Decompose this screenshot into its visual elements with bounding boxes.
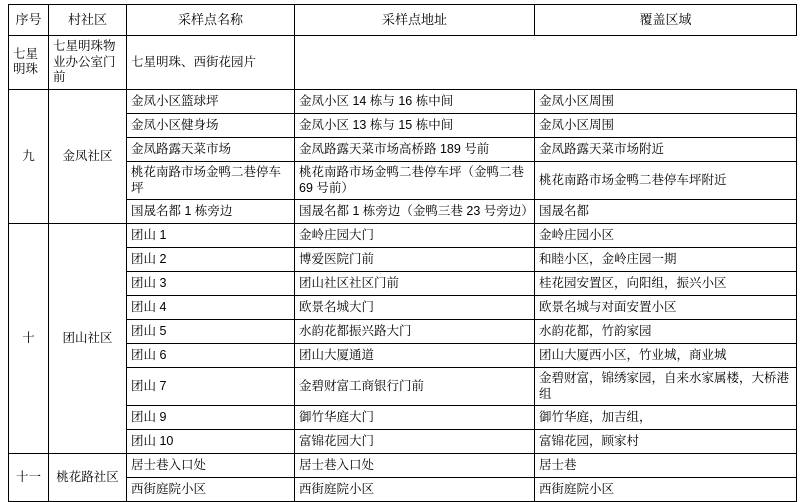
table-row [9, 344, 797, 368]
cell-coverage: 富锦花园，顾家村 [535, 430, 797, 454]
cell-coverage: 团山大厦西小区，竹业城，商业城 [535, 344, 797, 368]
cell-site-address: 国晟名都 1 栋旁边（金鸭三巷 23 号旁边） [295, 200, 535, 224]
table-row [9, 224, 797, 248]
cell-site-name: 团山 9 [127, 406, 295, 430]
cell-coverage: 金凤小区周围 [535, 113, 797, 137]
cell-coverage: 欧景名城与对面安置小区 [535, 296, 797, 320]
cell-site-address: 桃花南路市场金鸭二巷停车坪（金鸭二巷 69 号前） [295, 161, 535, 199]
column-header-coverage: 覆盖区域 [535, 5, 797, 36]
cell-coverage: 居士巷 [535, 454, 797, 478]
column-header-site-name: 采样点名称 [127, 5, 295, 36]
cell-site-address: 团山社区社区门前 [295, 272, 535, 296]
table-row [9, 478, 797, 502]
cell-index: 十 [9, 224, 49, 454]
cell-site-name: 桃花南路市场金鸭二巷停车坪 [127, 161, 295, 199]
cell-site-name: 七星明珠 [9, 36, 49, 90]
cell-site-address: 金碧财富工商银行门前 [295, 368, 535, 406]
cell-coverage: 御竹华庭，加吉组， [535, 406, 797, 430]
cell-coverage: 金碧财富，锦绣家园，自来水家属楼，大桥港组 [535, 368, 797, 406]
table-row [9, 296, 797, 320]
cell-site-address: 欧景名城大门 [295, 296, 535, 320]
cell-site-name: 西街庭院小区 [127, 478, 295, 502]
table-row [9, 89, 797, 113]
cell-site-address: 金凤小区 13 栋与 15 栋中间 [295, 113, 535, 137]
cell-site-name: 团山 10 [127, 430, 295, 454]
cell-coverage: 国晟名都 [535, 200, 797, 224]
cell-site-address: 水韵花都振兴路大门 [295, 320, 535, 344]
cell-site-address: 金凤小区 14 栋与 16 栋中间 [295, 89, 535, 113]
table-row [9, 320, 797, 344]
cell-coverage: 和睦小区，金岭庄园一期 [535, 248, 797, 272]
column-header-index: 序号 [9, 5, 49, 36]
cell-site-address: 富锦花园大门 [295, 430, 535, 454]
cell-site-name: 居士巷入口处 [127, 454, 295, 478]
sampling-points-table [8, 4, 797, 502]
cell-coverage: 金岭庄园小区 [535, 224, 797, 248]
cell-site-address: 西街庭院小区 [295, 478, 535, 502]
table-row [9, 272, 797, 296]
cell-site-name: 团山 7 [127, 368, 295, 406]
cell-site-address: 金岭庄园大门 [295, 224, 535, 248]
cell-index: 十一 [9, 454, 49, 502]
cell-site-name: 金凤小区健身场 [127, 113, 295, 137]
cell-site-name: 团山 5 [127, 320, 295, 344]
cell-site-address: 七星明珠物业办公室门前 [49, 36, 127, 90]
table-row [9, 454, 797, 478]
cell-site-name: 国晟名都 1 栋旁边 [127, 200, 295, 224]
cell-site-address: 居士巷入口处 [295, 454, 535, 478]
cell-coverage: 水韵花都，竹韵家园 [535, 320, 797, 344]
table-row [9, 113, 797, 137]
table-row [9, 406, 797, 430]
table-row [9, 137, 797, 161]
cell-site-name: 团山 3 [127, 272, 295, 296]
cell-site-name: 团山 6 [127, 344, 295, 368]
cell-community: 团山社区 [49, 224, 127, 454]
table-row [9, 248, 797, 272]
cell-coverage: 西街庭院小区 [535, 478, 797, 502]
table-header-row [9, 5, 797, 36]
cell-index: 九 [9, 89, 49, 223]
cell-coverage: 桂花园安置区，向阳组，振兴小区 [535, 272, 797, 296]
table-row [9, 368, 797, 406]
table-row [9, 161, 797, 199]
column-header-community: 村社区 [49, 5, 127, 36]
cell-site-name: 团山 2 [127, 248, 295, 272]
table-row [9, 430, 797, 454]
cell-site-address: 博爱医院门前 [295, 248, 535, 272]
table-row [9, 36, 797, 90]
cell-site-address: 团山大厦通道 [295, 344, 535, 368]
cell-community: 桃花路社区 [49, 454, 127, 502]
cell-site-name: 金凤路露天菜市场 [127, 137, 295, 161]
cell-site-name: 团山 1 [127, 224, 295, 248]
cell-coverage: 金凤路露天菜市场附近 [535, 137, 797, 161]
cell-site-name: 团山 4 [127, 296, 295, 320]
cell-site-address: 金凤路露天菜市场高桥路 189 号前 [295, 137, 535, 161]
cell-site-name: 金凤小区篮球坪 [127, 89, 295, 113]
cell-community: 金凤社区 [49, 89, 127, 223]
cell-coverage: 桃花南路市场金鸭二巷停车坪附近 [535, 161, 797, 199]
cell-coverage: 七星明珠、西街花园片 [127, 36, 295, 90]
cell-site-address: 御竹华庭大门 [295, 406, 535, 430]
cell-coverage: 金凤小区周围 [535, 89, 797, 113]
column-header-site-address: 采样点地址 [295, 5, 535, 36]
table-row [9, 200, 797, 224]
